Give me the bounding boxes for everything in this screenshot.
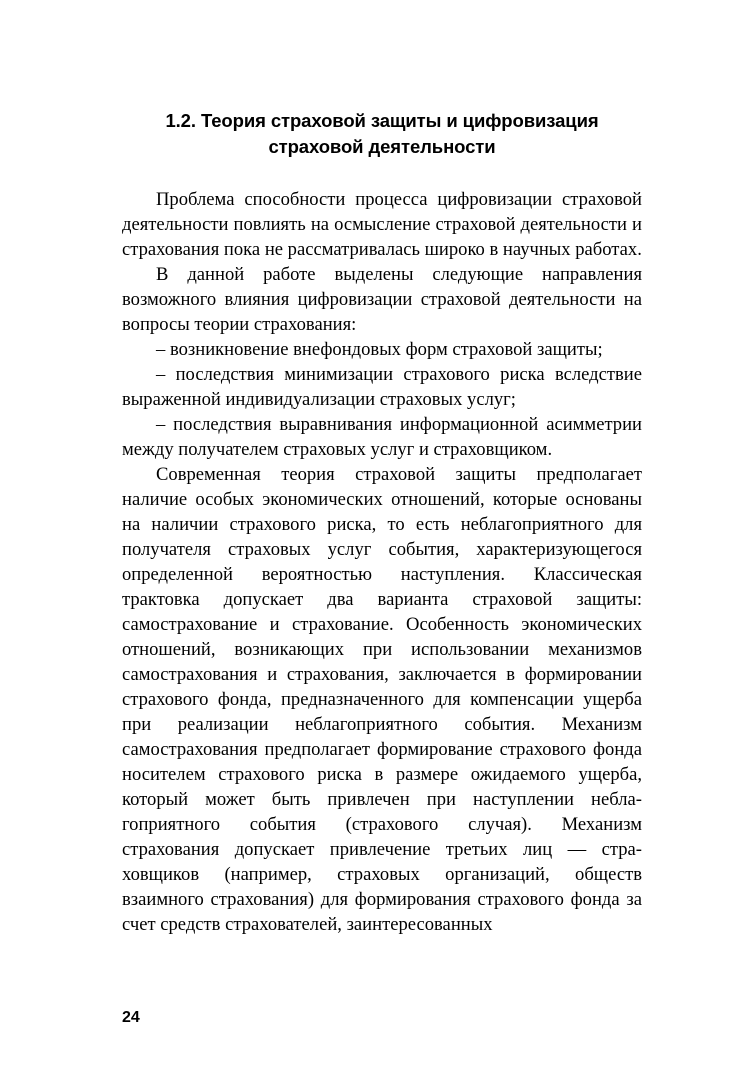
list-item: – последствия выравнивания информационной асимметрии между получателем страховых услуг и страховщиком.	[122, 413, 642, 460]
body-text	[122, 187, 642, 937]
list-item: – возникновение внефондовых форм страховой защиты;	[156, 338, 603, 360]
page-title-line-2: страховой деятельности	[268, 136, 496, 158]
page-content	[122, 108, 642, 937]
paragraph: В данной работе выделены следующие направления возможного влияния цифровизации страховой деятельности на вопросы теории страхования:	[122, 263, 642, 335]
page-title-line-1: 1.2. Теория страховой защиты и цифровизация	[165, 110, 599, 131]
page-title	[122, 108, 642, 161]
paragraph: Проблема способности процесса цифровизации страховой деятельности повлиять на осмысление страховой деятельности и страхования пока не рассматривалась широко в научных работах.	[122, 188, 642, 260]
page-number: 24	[122, 1009, 140, 1026]
list-item: – последствия минимизации страхового риска вследствие выраженной индивидуализации страховых услуг;	[122, 363, 642, 410]
paragraph: Современная теория страховой защиты предполагает наличие особых экономических отношений, которые основаны на наличии страхового риска, то есть неблагоприятного для получателя страховых услуг события, характеризующегося определенной вероятностью наступления. Классическая трактовка допускает два варианта страховой защиты: самострахование и страхование. Особенность экономических отношений, возникающих при использовании механизмов самострахования и страхования, заключается в формировании страхового фонда, предназначенного для компенсации ущерба при реализации неблагоприятного события. Механизм самострахования предполагает формирование страхового фонда носителем страхового риска в размере ожидаемого ущерба, который может быть привлечен при наступлении неблагоприятного события (страхового случая). Механизм страхования допускает привлечение третьих лиц — страховщиков (например, страховых организаций, обществ взаимного страхования) для формирования страхового фонда за счет средств страхователей, заинтересованных	[122, 463, 642, 935]
